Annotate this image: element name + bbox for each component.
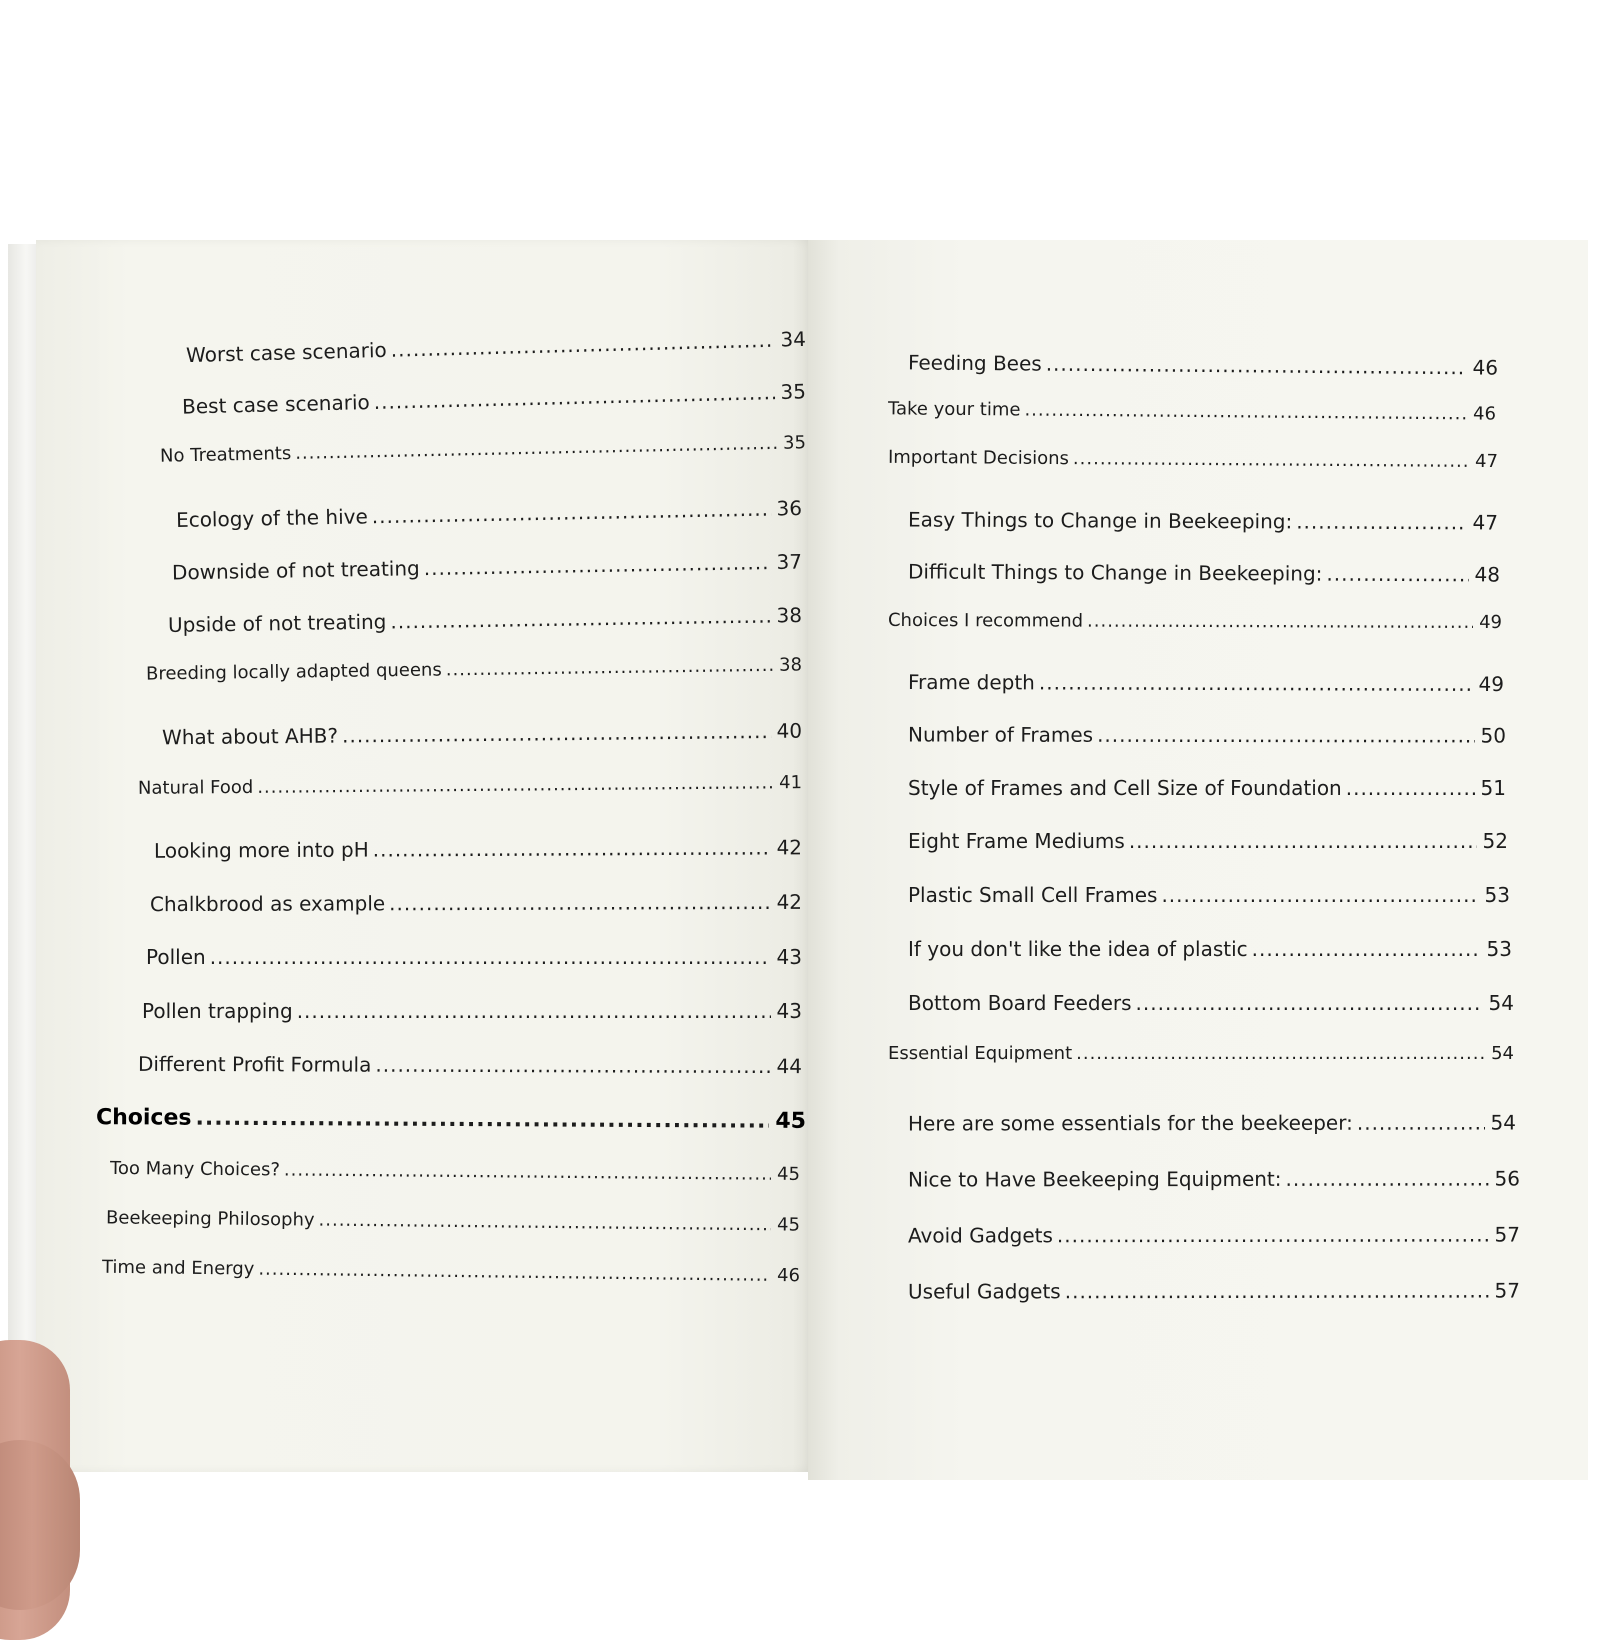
toc-entry-title: Nice to Have Beekeeping Equipment: (907, 1166, 1282, 1192)
toc-entry (186, 327, 806, 367)
toc-entry-title: Eight Frame Mediums (908, 829, 1125, 853)
toc-dot-leader (1161, 883, 1478, 907)
toc-entry (888, 610, 1502, 633)
toc-dot-leader (1087, 611, 1473, 633)
toc-entry-page: 47 (1472, 510, 1499, 535)
toc-dot-leader (1326, 562, 1468, 587)
toc-dot-leader (258, 1259, 771, 1286)
toc-entry-page: 44 (776, 1054, 803, 1079)
toc-entry (150, 890, 802, 916)
toc-dot-leader (1296, 509, 1466, 534)
toc-entry-page: 57 (1494, 1278, 1521, 1303)
right-page (808, 240, 1588, 1480)
toc-entry-title: Chalkbrood as example (149, 891, 386, 917)
toc-entry (908, 1166, 1520, 1191)
toc-entry-title: Beekeeping Philosophy (105, 1207, 315, 1231)
toc-dot-leader (1252, 937, 1481, 961)
toc-entry-page: 45 (775, 1108, 807, 1134)
toc-entry-page: 51 (1480, 776, 1506, 800)
toc-dot-leader (373, 380, 774, 414)
toc-entry-page: 53 (1486, 937, 1512, 961)
toc-dot-leader (1346, 776, 1475, 800)
toc-chapter-heading (96, 1105, 806, 1134)
toc-dot-leader (1136, 991, 1483, 1015)
toc-entry-page: 40 (776, 718, 803, 743)
toc-entry (154, 835, 802, 862)
toc-entry (888, 1043, 1514, 1064)
toc-entry (142, 999, 802, 1023)
toc-entry-title: If you don't like the idea of plastic (908, 937, 1248, 961)
toc-entry-title: Number of Frames (907, 722, 1094, 747)
open-book (8, 240, 1588, 1480)
toc-entry-title: Worst case scenario (185, 337, 388, 368)
toc-dot-leader (342, 719, 771, 747)
toc-entry-title: Time and Energy (101, 1256, 255, 1280)
toc-dot-leader (318, 1210, 771, 1236)
toc-entry-title: Choices (95, 1105, 192, 1131)
toc-entry-title: Easy Things to Change in Beekeeping: (907, 507, 1293, 534)
toc-dot-leader (1065, 1279, 1489, 1304)
toc-entry-page: 43 (776, 999, 802, 1023)
toc-entry-title: Frame depth (907, 669, 1035, 695)
toc-dot-leader (1357, 1111, 1485, 1135)
toc-dot-leader (446, 655, 774, 681)
toc-entry-page: 56 (1494, 1166, 1521, 1191)
toc-entry-page: 46 (1472, 355, 1499, 380)
toc-entry (908, 350, 1498, 379)
toc-entry-title: Pollen trapping (142, 999, 293, 1023)
toc-entry (168, 603, 802, 637)
toc-entry-page: 52 (1482, 829, 1508, 853)
toc-entry-title: Pollen (146, 945, 206, 969)
toc-dot-leader (295, 433, 777, 464)
toc-entry-title: Avoid Gadgets (907, 1223, 1053, 1248)
toc-entry-page: 42 (776, 835, 803, 860)
toc-entry (908, 507, 1498, 534)
toc-entry-title: Difficult Things to Change in Beekeeping: (907, 559, 1323, 586)
toc-entry-page: 47 (1475, 450, 1499, 473)
toc-entry (146, 654, 802, 684)
toc-entry-page: 53 (1484, 883, 1510, 907)
toc-dot-leader (390, 604, 771, 634)
toc-entry-title: Take your time (887, 398, 1021, 421)
toc-dot-leader (1057, 1223, 1489, 1248)
toc-dot-leader (1097, 723, 1475, 748)
toc-entry-page: 49 (1478, 671, 1505, 697)
toc-entry-page: 48 (1474, 562, 1501, 587)
toc-entry-title: Too Many Choices? (109, 1157, 281, 1181)
toc-entry (162, 719, 802, 750)
toc-entry-title: Breeding locally adapted queens (145, 659, 442, 685)
toc-dot-leader (1129, 829, 1477, 853)
toc-entry-title: Looking more into pH (153, 837, 369, 863)
toc-entry-page: 38 (776, 603, 803, 628)
toc-dot-leader (375, 1053, 770, 1078)
toc-dot-leader (297, 999, 771, 1023)
toc-entry (110, 1158, 800, 1185)
toc-entry-title: Ecology of the hive (175, 504, 369, 533)
toc-dot-leader (1076, 1043, 1485, 1064)
toc-entry-title: Feeding Bees (907, 350, 1042, 376)
toc-dot-leader (195, 1106, 769, 1134)
toc-entry (908, 559, 1500, 586)
toc-entry-title: Upside of not treating (167, 609, 387, 637)
toc-entry-page: 46 (776, 1264, 801, 1287)
toc-entry-page: 49 (1479, 611, 1503, 634)
toc-entry-title: Important Decisions (887, 446, 1070, 470)
toc-dot-leader (1073, 448, 1469, 472)
toc-entry-page: 35 (780, 379, 807, 404)
toc-entry (106, 1207, 800, 1235)
toc-entry-page: 41 (778, 772, 803, 794)
toc-entry (138, 772, 802, 799)
toc-entry-page: 36 (776, 495, 803, 521)
toc-entry-title: What about AHB? (161, 723, 339, 750)
toc-entry-page: 54 (1491, 1043, 1514, 1064)
toc-entry-page: 45 (776, 1214, 801, 1236)
toc-entry (908, 722, 1506, 747)
toc-entry (888, 398, 1496, 424)
toc-entry-title: Downside of not treating (171, 556, 420, 585)
toc-entry (908, 991, 1514, 1015)
toc-entry-page: 50 (1480, 723, 1507, 748)
toc-dot-leader (210, 945, 771, 969)
toc-entry-page: 42 (776, 889, 803, 914)
toc-entry-page: 43 (776, 945, 802, 969)
toc-entry-page: 34 (780, 326, 807, 352)
toc-entry (908, 776, 1506, 800)
toc-dot-leader (1046, 352, 1467, 380)
toc-entry-title: Plastic Small Cell Frames (908, 883, 1158, 907)
toc-dot-leader (284, 1160, 771, 1185)
toc-entry-page: 35 (782, 432, 807, 454)
toc-entry-page: 54 (1488, 991, 1514, 1015)
toc-dot-leader (1024, 400, 1467, 425)
toc-entry-page: 57 (1494, 1222, 1521, 1247)
toc-entry-title: Essential Equipment (888, 1043, 1073, 1064)
toc-entry-page: 46 (1472, 403, 1497, 425)
toc-entry (182, 379, 806, 418)
toc-entry (160, 432, 806, 467)
toc-entry-title: Different Profit Formula (137, 1051, 372, 1077)
toc-entry (888, 447, 1498, 472)
toc-dot-leader (372, 497, 771, 529)
toc-entry (908, 1278, 1520, 1303)
toc-entry (172, 550, 802, 585)
toc-entry-page: 38 (778, 654, 803, 676)
toc-dot-leader (373, 835, 771, 861)
toc-entry (908, 1110, 1516, 1135)
toc-entry (908, 937, 1512, 961)
toc-dot-leader (389, 890, 770, 915)
holding-thumb (0, 1440, 80, 1610)
toc-entry-title: No Treatments (159, 443, 292, 467)
toc-entry (102, 1257, 800, 1287)
toc-entry-title: Best case scenario (181, 390, 370, 419)
toc-entry-title: Natural Food (137, 776, 254, 799)
book-cover-edge (8, 244, 39, 1472)
toc-entry-title: Bottom Board Feeders (908, 991, 1132, 1015)
toc-dot-leader (424, 550, 771, 580)
toc-entry (146, 945, 802, 969)
toc-entry-page: 45 (776, 1163, 801, 1186)
toc-entry (908, 670, 1504, 696)
toc-entry (908, 1222, 1520, 1247)
left-page (36, 240, 816, 1472)
toc-dot-leader (257, 772, 773, 798)
toc-entry (908, 829, 1508, 853)
toc-entry-title: Useful Gadgets (907, 1279, 1061, 1304)
toc-entry-page: 37 (776, 549, 803, 574)
toc-entry-page: 54 (1490, 1110, 1517, 1135)
toc-dot-leader (1285, 1167, 1488, 1191)
toc-entry-title: Here are some essentials for the beekeeper: (907, 1110, 1353, 1136)
toc-entry-title: Style of Frames and Cell Size of Foundation (908, 776, 1342, 800)
toc-dot-leader (1039, 670, 1473, 696)
toc-entry (908, 883, 1510, 907)
toc-entry (138, 1052, 802, 1078)
toc-entry-title: Choices I recommend (887, 609, 1084, 632)
toc-dot-leader (390, 328, 774, 362)
toc-entry (176, 496, 802, 532)
